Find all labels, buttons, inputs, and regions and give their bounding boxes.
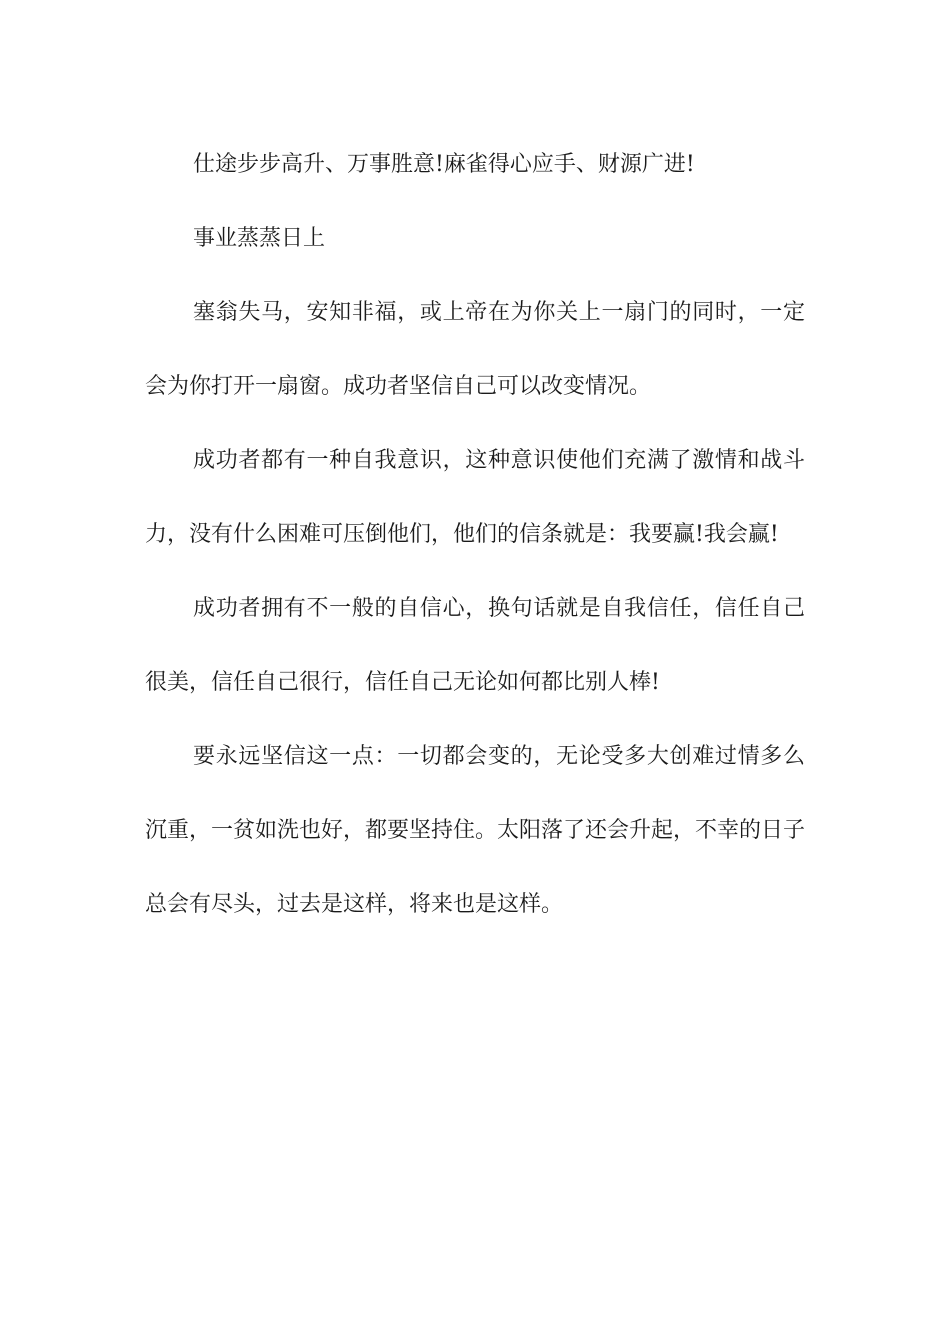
paragraph-greeting: 仕途步步高升、万事胜意!麻雀得心应手、财源广进!: [193, 152, 695, 177]
document-body: [145, 128, 805, 942]
paragraph-career: 事业蒸蒸日上: [193, 226, 326, 251]
paragraph-blessing-in-disguise: 塞翁失马，安知非福，或上帝在为你关上一扇门的同时，一定会为你打开一扇窗。成功者坚信自己可以改变情况。: [145, 300, 805, 399]
paragraph-perseverance: 要永远坚信这一点：一切都会变的，无论受多大创难过情多么沉重，一贫如洗也好，都要坚持住。太阳落了还会升起，不幸的日子总会有尽头，过去是这样，将来也是这样。: [145, 744, 806, 917]
paragraph-self-confidence: 成功者拥有不一般的自信心，换句话就是自我信任，信任自己很美，信任自己很行，信任自己无论如何都比别人棒!: [145, 596, 805, 695]
paragraph-self-awareness: 成功者都有一种自我意识，这种意识使他们充满了激情和战斗力，没有什么困难可压倒他们，他们的信条就是：我要赢!我会赢!: [145, 448, 805, 547]
